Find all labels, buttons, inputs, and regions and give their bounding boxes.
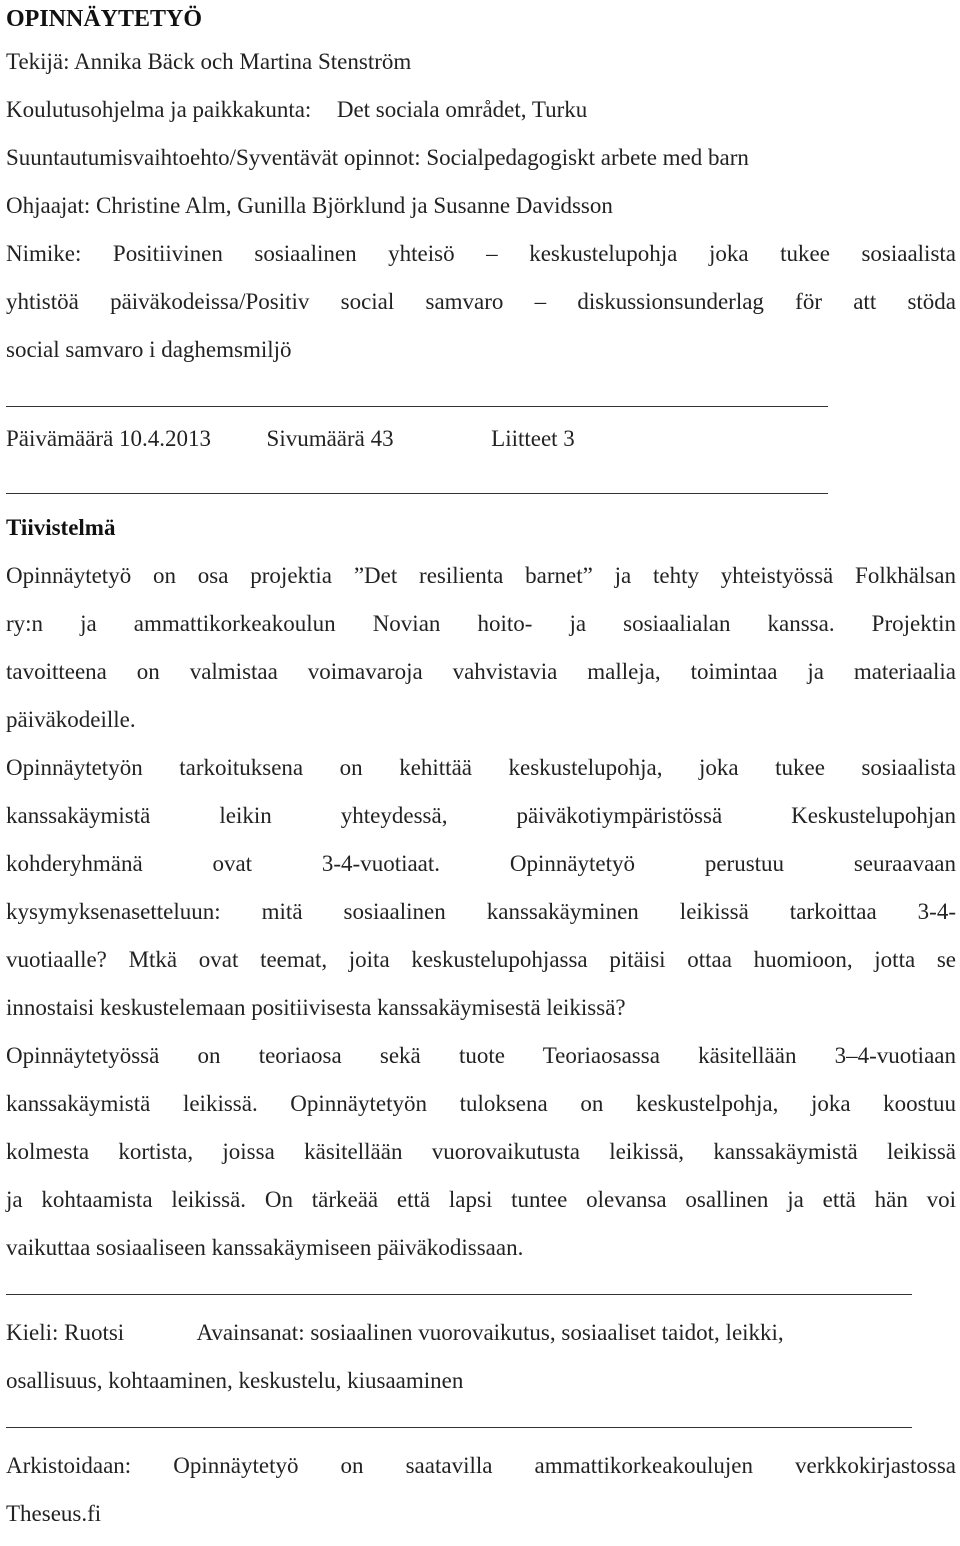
- abstract-line: ry:n ja ammattikorkeakoulun Novian hoito- ja sosiaalialan kanssa. Projektin: [6, 611, 956, 636]
- divider-line: [6, 493, 828, 494]
- abstract-line: kolmesta kortista, joissa käsitellään vuorovaikutusta leikissä, kanssakäymistä leikissä: [6, 1139, 956, 1164]
- abstract-line: ja kohtaamista leikissä. On tärkeää että lapsi tuntee olevansa osallinen ja että hän voi: [6, 1187, 956, 1212]
- abstract-line: kysymyksenasetteluun: mitä sosiaalinen kanssakäyminen leikissä tarkoittaa 3-4-: [6, 899, 956, 924]
- program-line: [6, 86, 956, 134]
- abstract-line: Opinnäytetyössä on teoriaosa sekä tuote Teoriaosassa käsitellään 3–4-vuotiaan: [6, 1043, 956, 1068]
- keywords-text: Avainsanat: sosiaalinen vuorovaikutus, sosiaaliset taidot, leikki,: [196, 1320, 784, 1345]
- abstract-line: vuotiaalle? Mtkä ovat teemat, joita keskustelupohjassa pitäisi ottaa huomioon, jotta se: [6, 947, 956, 972]
- language-keywords-line: [6, 1309, 956, 1357]
- supervisors-line: Ohjaajat: Christine Alm, Gunilla Björklund ja Susanne Davidsson: [6, 193, 613, 218]
- keywords-line-2: osallisuus, kohtaaminen, keskustelu, kiusaaminen: [6, 1368, 464, 1393]
- divider-line: [6, 406, 828, 407]
- program-label: Koulutusohjelma ja paikkakunta:: [6, 97, 312, 122]
- abstract-line: kanssakäymistä leikin yhteydessä, päiväkotiympäristössä Keskustelupohjan: [6, 803, 956, 828]
- abstract-line: Opinnäytetyö on osa projektia ”Det resilienta barnet” ja tehty yhteistyössä Folkhälsan: [6, 563, 956, 588]
- abstract-line: kohderyhmänä ovat 3-4-vuotiaat. Opinnäytetyö perustuu seuraavaan: [6, 851, 956, 876]
- pages-text: Sivumäärä 43: [266, 426, 394, 451]
- program-value: Det sociala området, Turku: [336, 97, 588, 122]
- document-page: [6, 0, 956, 1538]
- orientation-line: Suuntautumisvaihtoehto/Syventävät opinnot: Socialpedagogiskt arbete med barn: [6, 145, 749, 170]
- attachments-text: Liitteet 3: [491, 426, 575, 451]
- abstract-heading: Tiivistelmä: [6, 515, 116, 540]
- date-text: Päivämäärä 10.4.2013: [6, 426, 212, 451]
- archive-line-2: Theseus.fi: [6, 1501, 102, 1526]
- archive-line-1: Arkistoidaan: Opinnäytetyö on saatavilla ammattikorkeakoulujen verkkokirjastossa: [6, 1453, 956, 1478]
- divider-line: [6, 1427, 912, 1428]
- abstract-line: tavoitteena on valmistaa voimavaroja vahvistavia malleja, toimintaa ja materiaalia: [6, 659, 956, 684]
- abstract-line: innostaisi keskustelemaan positiivisesta kanssakäymisestä leikissä?: [6, 995, 626, 1020]
- abstract-line: Opinnäytetyön tarkoituksena on kehittää keskustelupohja, joka tukee sosiaalista: [6, 755, 956, 780]
- name-line-1: Nimike: Positiivinen sosiaalinen yhteisö – keskustelupohja joka tukee sosiaalista: [6, 241, 956, 266]
- stats-line: [6, 415, 956, 463]
- name-line-2: yhtistöä päiväkodeissa/Positiv social samvaro – diskussionsunderlag för att stöda: [6, 289, 956, 314]
- abstract-line: vaikuttaa sosiaaliseen kanssakäymiseen päiväkodissaan.: [6, 1235, 524, 1260]
- abstract-line: kanssakäymistä leikissä. Opinnäytetyön tuloksena on keskustelpohja, joka koostuu: [6, 1091, 956, 1116]
- abstract-body: [6, 552, 956, 1272]
- document-title: OPINNÄYTETYÖ: [6, 6, 203, 32]
- name-line-3: social samvaro i daghemsmiljö: [6, 337, 292, 362]
- abstract-line: päiväkodeille.: [6, 707, 136, 732]
- language-label: Kieli: Ruotsi: [6, 1320, 125, 1345]
- author-line: Tekijä: Annika Bäck och Martina Stenström: [6, 49, 412, 74]
- divider-line: [6, 1294, 912, 1295]
